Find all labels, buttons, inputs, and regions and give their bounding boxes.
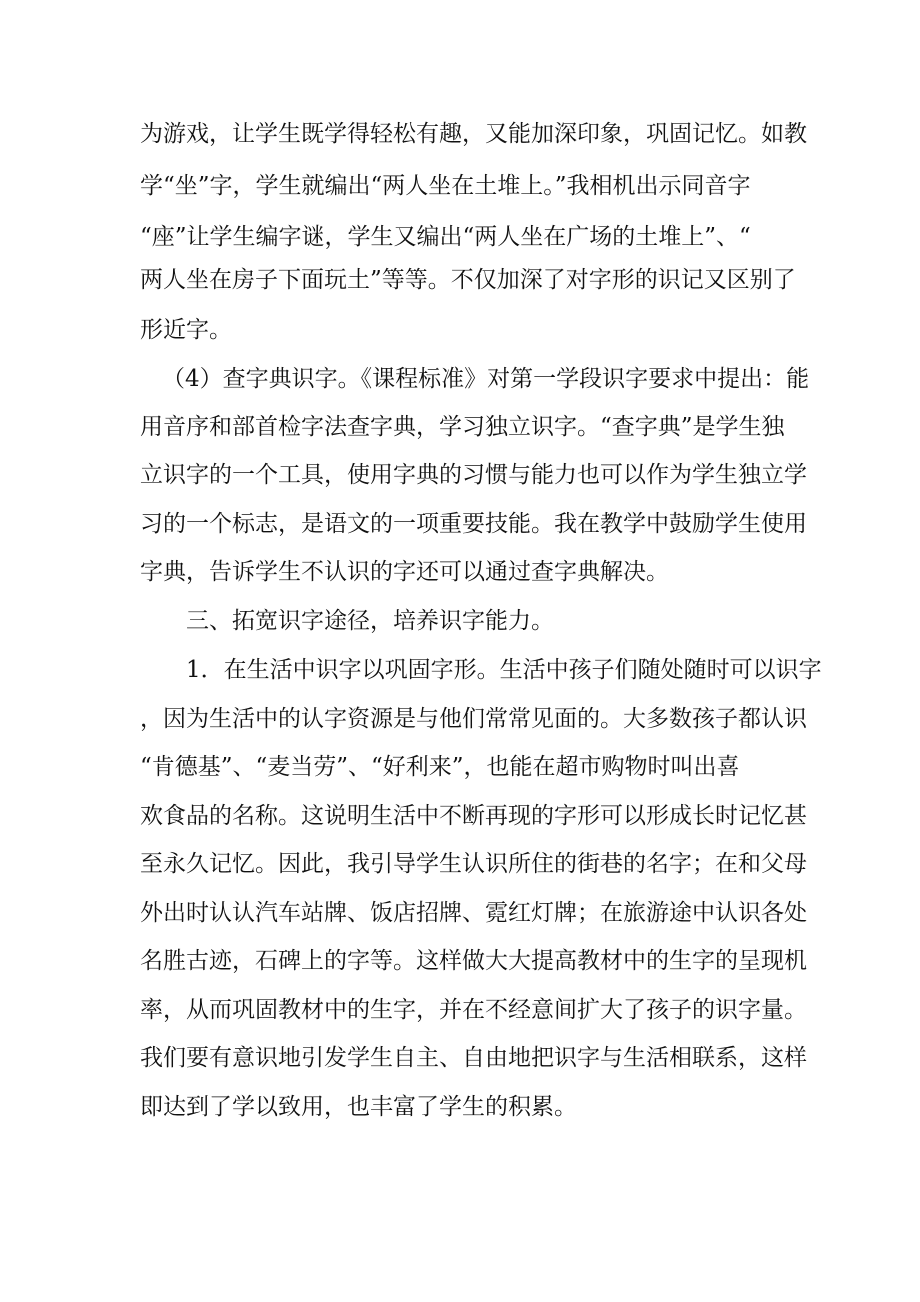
text-line-15: 欢食品的名称。这说明生活中不断再现的字形可以形成长时记忆甚: [140, 803, 807, 829]
text-line-2: 学“坐”字，学生就编出“两人坐在土堆上。”我相机出示同音字: [140, 173, 751, 199]
text-line-6: （4）查字典识字。《课程标准》对第一学段识字要求中提出：能: [162, 366, 810, 392]
text-line-12: 1．在生活中识字以巩固字形。生活中孩子们随处随时可以识字: [186, 657, 822, 683]
text-line-1: 为游戏，让学生既学得轻松有趣，又能加深印象，巩固记忆。如教: [140, 121, 807, 147]
text-line-14: “肯德基”、“麦当劳”、“好利来”，也能在超市购物时叫出喜: [140, 754, 740, 780]
text-line-21: 即达到了学以致用，也丰富了学生的积累。: [140, 1094, 577, 1120]
text-line-5: 形近字。: [140, 317, 232, 343]
section-heading: 三、拓宽识字途径，培养识字能力。: [186, 608, 554, 634]
text-line-4: 两人坐在房子下面玩土”等等。不仅加深了对字形的识记又区别了: [140, 267, 796, 293]
text-line-7: 用音序和部首检字法查字典，学习独立识字。“查字典”是学生独: [140, 414, 785, 440]
text-line-9: 习的一个标志，是语文的一项重要技能。我在教学中鼓励学生使用: [140, 511, 807, 537]
text-line-18: 名胜古迹，石碑上的字等。这样做大大提高教材中的生字的呈现机: [140, 948, 807, 974]
text-line-3: “座”让学生编字谜，学生又编出“两人坐在广场的土堆上”、“: [140, 224, 751, 250]
text-line-19: 率，从而巩固教材中的生字，并在不经意间扩大了孩子的识字量。: [140, 997, 807, 1023]
text-line-8: 立识字的一个工具，使用字典的习惯与能力也可以作为学生独立学: [140, 462, 807, 488]
text-line-17: 外出时认认汽车站牌、饭店招牌、霓红灯牌；在旅游途中认识各处: [140, 900, 807, 926]
text-line-10: 字典，告诉学生不认识的字还可以通过查字典解决。: [140, 559, 669, 585]
text-line-16: 至永久记忆。因此，我引导学生认识所住的街巷的名字；在和父母: [140, 851, 807, 877]
text-line-13: ，因为生活中的认字资源是与他们常常见面的。大多数孩子都认识: [140, 706, 807, 732]
text-line-20: 我们要有意识地引发学生自主、自由地把识字与生活相联系，这样: [140, 1045, 807, 1071]
